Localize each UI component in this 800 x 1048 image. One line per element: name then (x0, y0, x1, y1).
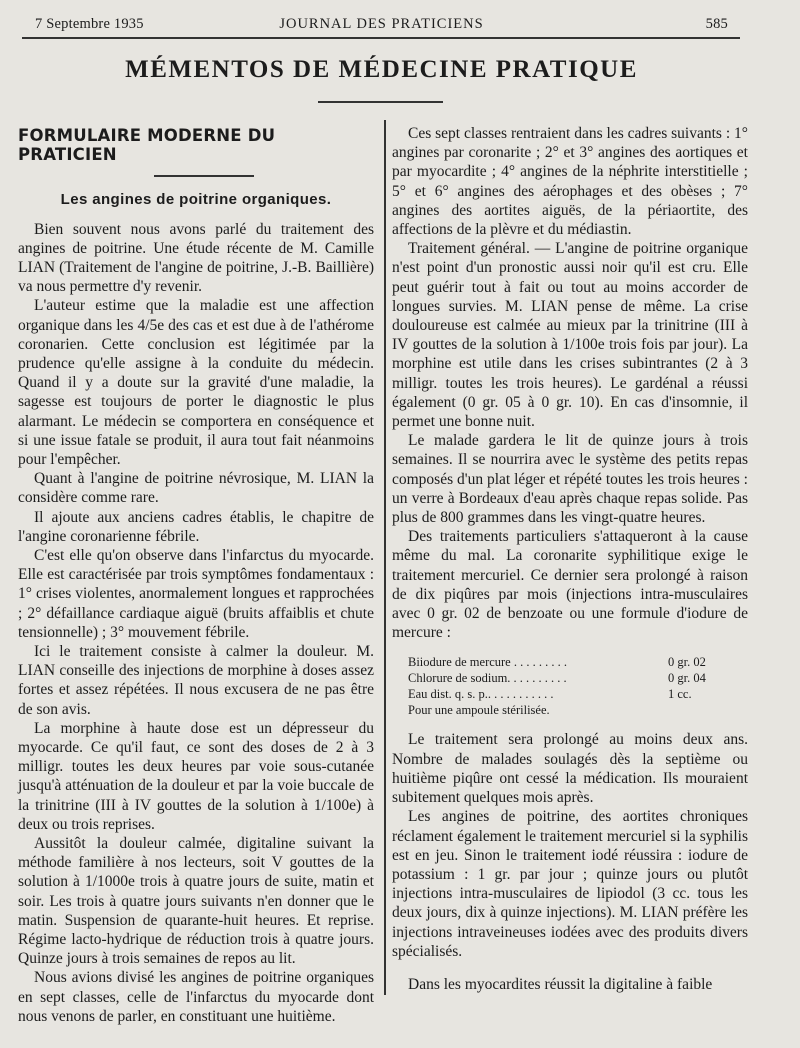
column-divider (384, 120, 386, 995)
paragraph: Le malade gardera le lit de quinze jours à trois semaines. Il se nourrira avec le système des petits repas composés d'un plat léger et répété toutes les trois heures : un verre à Bordeaux d'eau après chaque repas solide. Pas plus de 800 grammes dans les vingt-quatre heures. (392, 432, 748, 527)
page-number: 585 (705, 16, 728, 32)
paragraph: Bien souvent nous avons parlé du traitement des angines de poitrine. Une étude récente de M. Camille LIAN (Traitement de l'angine de poitrine, J.-B. Baillière) va nous permettre d'y revenir. (18, 220, 374, 296)
paragraph: Dans les myocardites réussit la digitaline à faible (408, 975, 713, 993)
formula-item: Eau dist. q. s. p.. . . . . . . . . . . (408, 687, 554, 702)
running-header (35, 14, 728, 36)
paragraph: Traitement général. — L'angine de poitrine organique n'est point d'un pronostic aussi noir qu'il est cru. Elle peut guérir tout à fait ou tout au moins accorder de longues survies. M. LIAN pense de même. La crise douloureuse est calmée au mieux par la trinitrine (III à IV gouttes de la solution à 1/100e trois fois par jour). La morphine est utile dans les crises subintrantes (2 à 3 milligr. toutes les trois heures). Le gardénal a réussi également (0 gr. 05 à 0 gr. 10). En cas d'insomnie, il permet une bonne nuit. (392, 240, 748, 431)
paragraph: Ici le traitement consiste à calmer la douleur. M. LIAN conseille des injections de morphine à doses assez fortes et assez répétées. Il nous excusera de ne pas être de son avis. (18, 642, 374, 718)
page-title: MÉMENTOS DE MÉDECINE PRATIQUE (125, 56, 638, 83)
paragraph: Les angines de poitrine, des aortites chroniques réclament également le traitement mercuriel si la syphilis est en jeu. Sinon le traitement iodé réussira : iodure de potassium : 1 gr. par jour ; quinze jours ou plutôt injections intra-musculaires de lipiodol (3 cc. tous les deux jours, dix à quinze injections). M. LIAN préfère les injections intraveineuses iodées avec des produits divers spécialisés. (392, 808, 748, 960)
formula-dose (668, 702, 748, 718)
prescription-formula (408, 654, 748, 718)
formula-row (408, 686, 748, 702)
paragraph: Quant à l'angine de poitrine névrosique, M. LIAN la considère comme rare. (18, 470, 374, 507)
paragraph: La morphine à haute dose est un dépresseur du myocarde. Ce qu'il faut, ce sont des doses de 2 à 3 milligr. toutes les deux heures par voie sous-cutanée jusqu'à atténuation de la douleur et par la voie buccale de la trinitrine (III à IV gouttes de la solution à 1/100e) à deux ou trois reprises. (18, 719, 374, 833)
right-column (392, 124, 748, 994)
formula-item: Biiodure de mercure . . . . . . . . . (408, 655, 567, 670)
paragraph: L'auteur estime que la maladie est une affection organique dans les 4/5e des cas et est due à de l'athérome coronarien. Cette conclusion est légitimée par la prudence qu'elle assigne à la conduite du médecin. Quand il y a doute sur la gravité d'une maladie, la sagesse est toujours de porter le diagnostic le plus alarmant. Le médecin se comportera en conséquence et si une issue fatale se produit, il aura tout fait néanmoins pour l'empêcher. (18, 297, 374, 468)
paragraph: Nous avions divisé les angines de poitrine organiques en sept classes, celle de l'infarctus du myocarde dont nous venons de parler, en constituant une huitième. (18, 969, 374, 1025)
formula-dose: 0 gr. 02 (668, 655, 706, 670)
formula-dose: 1 cc. (668, 687, 692, 702)
paragraph: Aussitôt la douleur calmée, digitaline suivant la méthode familière à nos lecteurs, soit V gouttes de la solution à 1/1000e trois à quatre jours de suite, matin et soir. Les trois à quatre jours suivants n'en donner que le matin. Suspension de quarante-huit heures. Et reprise. Régime lacto-hydrique de réduction trois à quatre jours. Quinze jours à trois semaines de repos au lit. (18, 835, 374, 968)
title-rule (318, 101, 443, 103)
journal-name: JOURNAL DES PRATICIENS (279, 16, 484, 32)
paragraph: Des traitements particuliers s'attaqueront à la cause même du mal. La coronarite syphilitique exige le traitement mercuriel. Ce dernier sera prolongé à raison de dix piqûres par mois (injections intra-musculaires avec 0 gr. 02 de benzoate ou une formule d'iodure de mercure : (392, 528, 748, 642)
header-rule (22, 37, 740, 39)
formula-dose: 0 gr. 04 (668, 671, 706, 686)
formula-item: Pour une ampoule stérilisée. (408, 703, 550, 718)
formula-row (408, 654, 748, 670)
formula-row (408, 670, 748, 686)
left-column (18, 124, 374, 1026)
paragraph: C'est elle qu'on observe dans l'infarctus du myocarde. Elle est caractérisée par trois symptômes fondamentaux : 1° crises violentes, anormalement longues et rapprochées ; 2° défaillance cardiaque aiguë (bruits affaiblis et chute tensionnelle) ; 3° mouvement fébrile. (18, 546, 374, 641)
paragraph-gap (392, 961, 748, 975)
formula-row (408, 702, 748, 718)
issue-date: 7 Septembre 1935 (35, 16, 144, 32)
paragraph: Le traitement sera prolongé au moins deux ans. Nombre de malades soulagés dès la septième ou huitième piqûre ont cessé la médication. Ils mouraient subitement quelques mois après. (392, 731, 748, 807)
paragraph: Il ajoute aux anciens cadres établis, le chapitre de l'angine coronarienne fébrile. (18, 508, 374, 545)
section-title: FORMULAIRE MODERNE DU PRATICIEN (18, 126, 276, 164)
paragraph: Ces sept classes rentraient dans les cadres suivants : 1° angines par coronarite ; 2° et 3° angines des aortiques et par myocardite ; 4° angines de la néphrite interstitielle ; 5° et 6° angines des aérophages et des obèses ; 7° angines des aortites aiguës, de la périaortite, des affections de la plèvre et du médiastin. (392, 125, 748, 239)
formula-item: Chlorure de sodium. . . . . . . . . . (408, 671, 567, 686)
section-rule (154, 175, 254, 177)
article-subtitle: Les angines de poitrine organiques. (60, 190, 332, 208)
